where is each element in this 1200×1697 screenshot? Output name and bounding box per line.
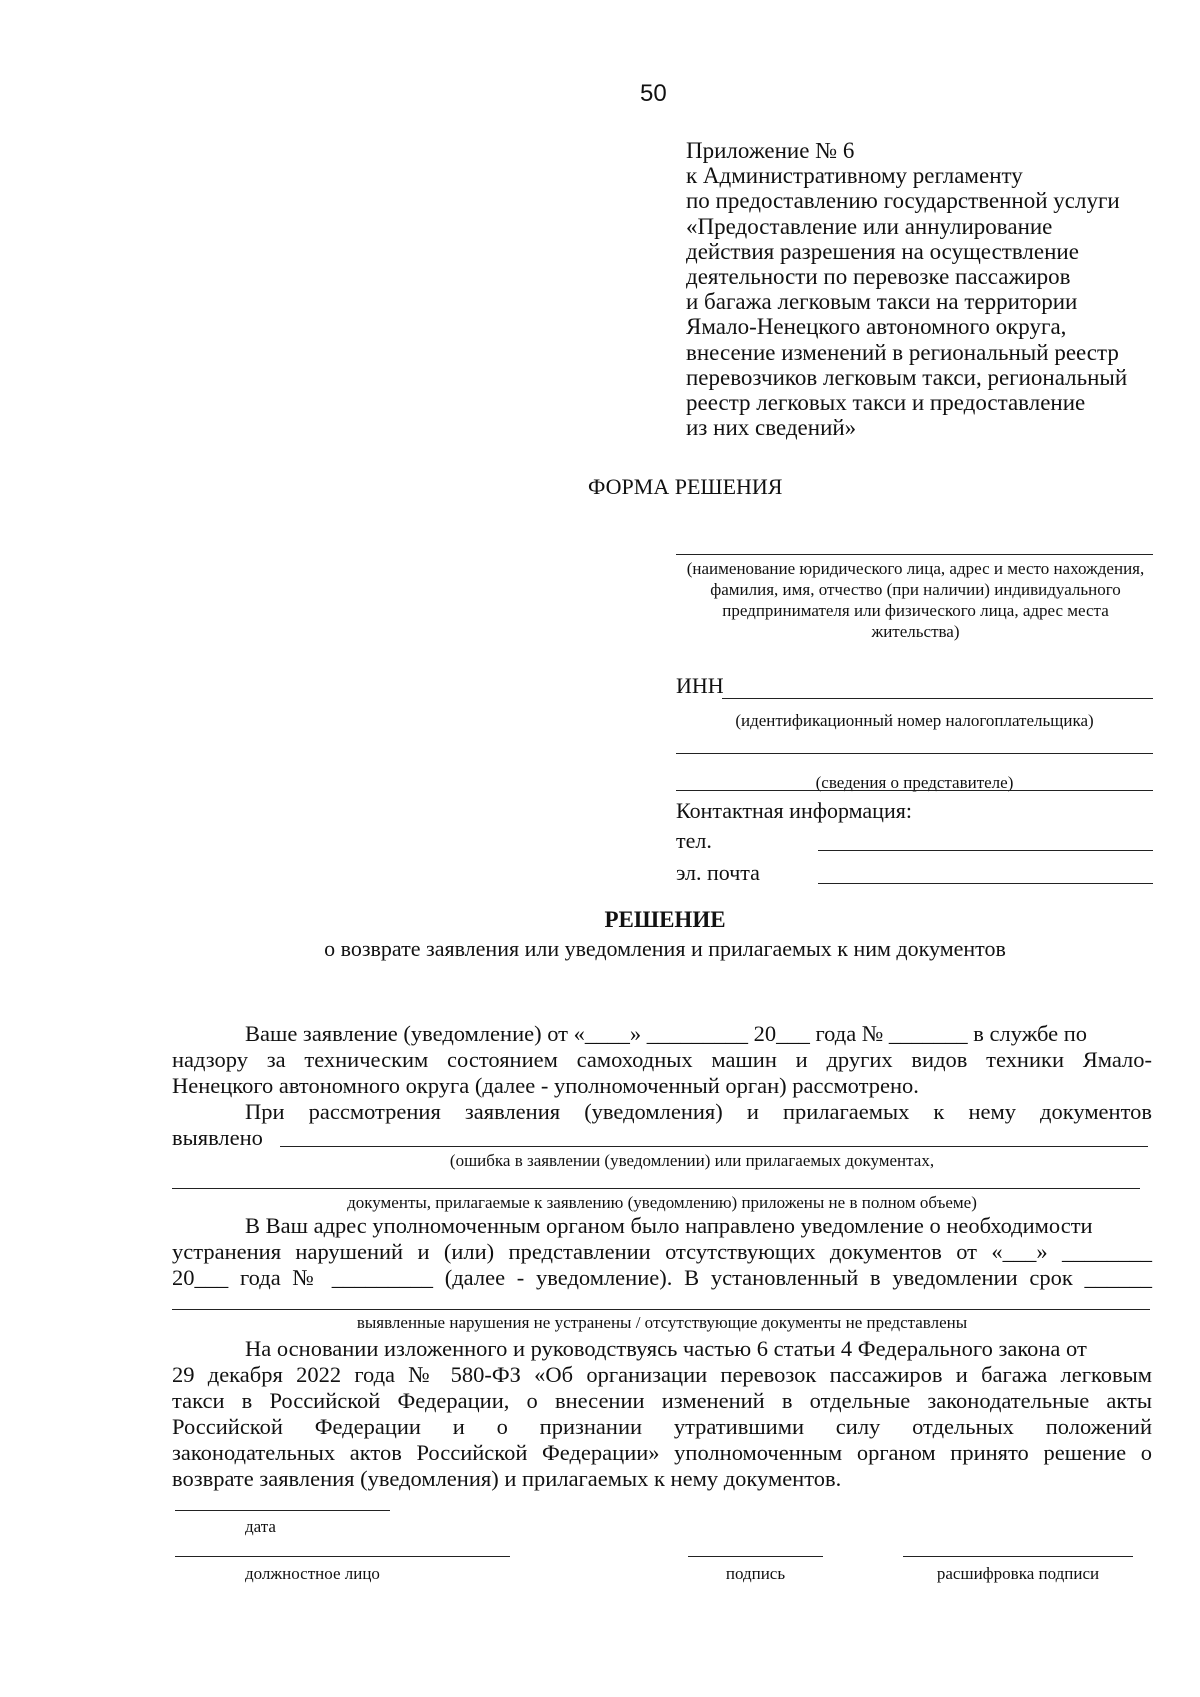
body-line: такси в Российской Федерации, о внесении изменений в отдельные законодательные акты [172,1388,1152,1413]
contact-label: Контактная информация: [676,798,912,823]
signature-line [688,1556,823,1557]
decision-title: РЕШЕНИЕ [604,907,726,932]
email-label: эл. почта [676,860,760,885]
body-line: При рассмотрения заявления (уведомления) и прилагаемых к нему документов [245,1099,1152,1124]
representative-caption-underline [676,790,1153,791]
official-line [175,1556,510,1557]
body-line: 20___ года № _________ (далее - уведомление). В установленный в уведомлении срок ______ [172,1265,1152,1290]
phone-label: тел. [676,828,712,853]
appendix-line: перевозчиков легковым такси, региональный [686,364,1128,390]
body-line: надзору за техническим состоянием самоходных машин и других видов техники Ямало- [172,1047,1152,1072]
appendix-line: и багажа легковым такси на территории [686,289,1078,315]
appendix-line: Ямало-Ненецкого автономного округа, [686,314,1067,340]
findings-line-1 [280,1146,1148,1147]
body-line: На основании изложенного и руководствуясь частью 6 статьи 4 Федерального закона от [245,1336,1087,1361]
body-line: Ваше заявление (уведомление) от «____» _________ 20___ года № _______ в службе по [245,1021,1088,1046]
body-line: Ненецкого автономного округа (далее - уполномоченный орган) рассмотрено. [172,1073,919,1098]
signature-caption: подпись [725,1564,786,1583]
appendix-line: к Административному регламенту [686,163,1023,189]
addressee-name-caption: (наименование юридического лица, адрес и место нахождения, фамилия, имя, отчество (при наличии) индивидуального предпринимателя или физического лица, адрес места жительства) [686,559,1145,641]
body-line: возврате заявления (уведомления) и прилагаемых к нему документов. [172,1466,842,1491]
phone-line [818,850,1153,851]
form-heading: ФОРМА РЕШЕНИЯ [588,474,783,499]
findings-caption-1: (ошибка в заявлении (уведомлении) или прилагаемых документах, [449,1151,935,1170]
page-number: 50 [640,80,667,107]
inn-caption: (идентификационный номер налогоплательщика) [735,711,1094,730]
appendix-line: «Предоставление или аннулирование [686,213,1053,239]
date-line [175,1510,390,1511]
findings-caption-2: документы, прилагаемые к заявлению (уведомлению) приложены не в полном объеме) [347,1193,977,1212]
body-line: Российской Федерации и о признании утратившими силу отдельных положений [172,1414,1152,1439]
body-line: законодательных актов Российской Федерации» уполномоченным органом принято решение о [172,1440,1152,1465]
appendix-block [686,138,1127,440]
appendix-line: Приложение № 6 [686,138,855,163]
appendix-line: реестр легковых такси и предоставление [686,390,1086,416]
date-caption: дата [245,1517,276,1536]
representative-line [676,753,1153,754]
body-line: устранения нарушений и (или) представлении отсутствующих документов от «___» ________ [172,1239,1152,1264]
outcome-caption: выявленные нарушения не устранены / отсутствующие документы не представлены [356,1313,968,1332]
findings-line-2 [172,1188,1140,1189]
official-caption: должностное лицо [245,1564,380,1583]
appendix-line: деятельности по перевозке пассажиров [686,264,1071,290]
body-line: 29 декабря 2022 года № 580-ФЗ «Об организации перевозок пассажиров и багажа легковым [172,1362,1152,1387]
appendix-line: по предоставлению государственной услуги [686,188,1120,214]
inn-label: ИНН [676,673,724,698]
decoding-caption: расшифровка подписи [936,1564,1100,1583]
decision-subtitle: о возврате заявления или уведомления и прилагаемых к ним документов [324,936,1006,961]
email-line [818,883,1153,884]
appendix-line: из них сведений» [686,415,857,441]
addressee-name-line [676,554,1153,555]
appendix-line: внесение изменений в региональный реестр [686,339,1119,365]
inn-line [722,698,1153,699]
body-line: выявлено [172,1125,263,1150]
body-line: В Ваш адрес уполномоченным органом было направлено уведомление о необходимости [245,1213,1093,1238]
decoding-line [903,1556,1133,1557]
appendix-line: действия разрешения на осуществление [686,238,1079,264]
outcome-line [172,1309,1150,1310]
representative-caption: (сведения о представителе) [815,773,1014,792]
